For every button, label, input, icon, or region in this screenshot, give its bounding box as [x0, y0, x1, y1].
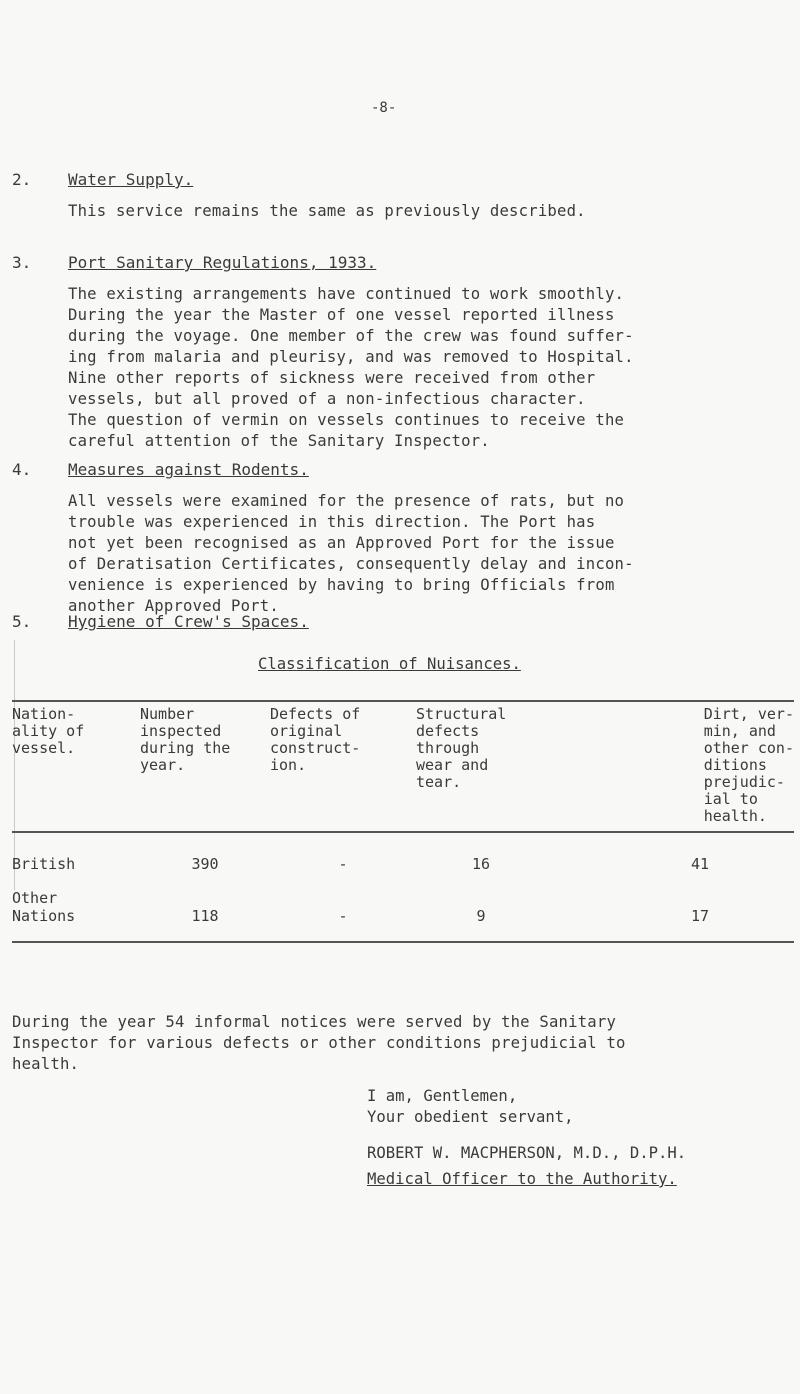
header-structural-defects: Structural defects through wear and tear. [416, 701, 546, 832]
header-nationality: Nation- ality of vessel. [12, 701, 140, 832]
section-number-2: 2. [12, 170, 32, 189]
signature-title: Medical Officer to the Authority. [367, 1170, 677, 1188]
section-heading-crew-spaces: Hygiene of Crew's Spaces. [68, 612, 309, 631]
closing-paragraph: During the year 54 informal notices were served by the Sanitary Inspector for various defects or other conditions prejudicial to health. [12, 1013, 626, 1073]
section-number-3: 3. [12, 253, 32, 272]
nuisance-table [12, 700, 794, 943]
section-heading-port-sanitary-regulations: Port Sanitary Regulations, 1933. [68, 253, 377, 272]
cell-original-defects: - [338, 855, 348, 873]
cell-dirt-vermin: 41 [690, 855, 710, 873]
table-caption: Classification of Nuisances. [258, 655, 521, 673]
cell-original-defects: - [270, 873, 416, 942]
cell-structural-defects: 9 [416, 873, 546, 942]
header-original-defects: Defects of original construct- ion. [270, 701, 416, 832]
section-heading-rodents: Measures against Rodents. [68, 460, 309, 479]
table-row [12, 832, 794, 873]
cell-nationality: British [12, 855, 76, 873]
page-number: -8- [371, 100, 397, 116]
signature-sign-off: Your obedient servant, [367, 1108, 574, 1126]
table-row [12, 873, 794, 942]
cell-inspected: 390 [191, 855, 219, 873]
cell-structural-defects: 16 [471, 855, 491, 873]
cell-dirt-vermin: 17 [546, 873, 794, 942]
section-text-water-supply: This service remains the same as previously described. [68, 202, 586, 220]
table-header-row [12, 701, 794, 832]
signature-name: ROBERT W. MACPHERSON, M.D., D.P.H. [367, 1144, 687, 1162]
section-heading-water-supply: Water Supply. [68, 170, 194, 189]
cell-inspected: 118 [140, 873, 270, 942]
header-dirt-vermin: Dirt, ver- min, and other con- ditions prejudic- ial to health. [546, 701, 794, 832]
signature-greeting: I am, Gentlemen, [367, 1087, 518, 1105]
section-number-5: 5. [12, 612, 32, 631]
section-text-port-sanitary-regulations: The existing arrangements have continued to work smoothly. During the year the Master of one vessel reported illness during the voyage. One member of the crew was found suffer- ing from malaria and pleurisy, and was removed to Hospital. Nine other reports of sickness were received from other vessels, but all proved of a non-infectious character. The question of vermin on vessels continues to receive the careful attention of the Sanitary Inspector. [68, 285, 634, 450]
header-inspected: Number inspected during the year. [140, 701, 270, 832]
section-number-4: 4. [12, 460, 32, 479]
cell-nationality: Other Nations [12, 873, 140, 942]
section-text-rodents: All vessels were examined for the presence of rats, but no trouble was experienced in this direction. The Port has not yet been recognised as an Approved Port for the issue of Deratisation Certificates, consequently delay and incon- venience is experienced by having to bring Officials from another Approved Port. [68, 492, 634, 615]
